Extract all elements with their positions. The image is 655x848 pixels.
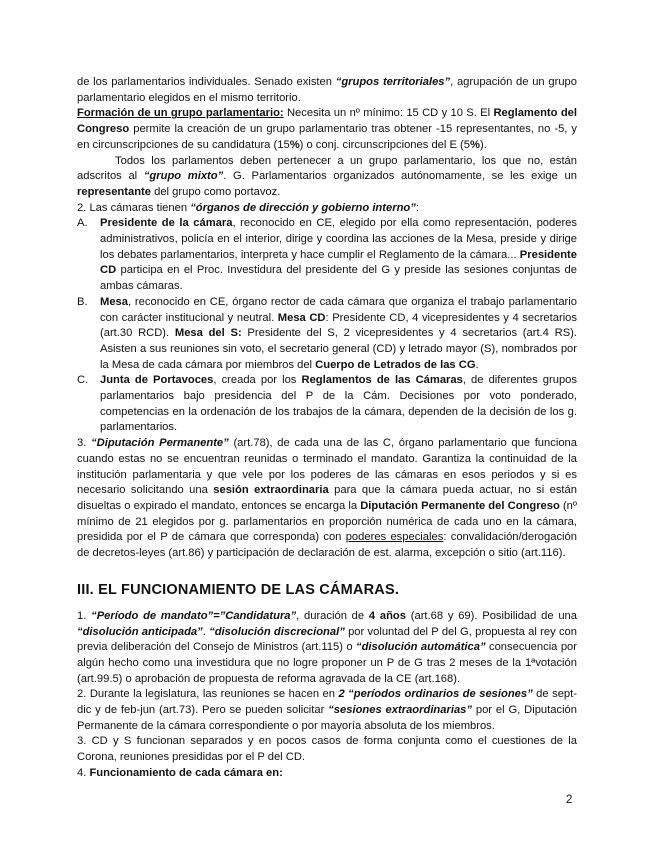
term-cuerpo-letrados: Cuerpo de Letrados de las CG bbox=[315, 358, 476, 371]
term-disolucion-automatica: “disolución automática” bbox=[355, 641, 486, 654]
paragraph-funcionamiento-conjunto: 3. CD y S funcionan separados y en pocos casos de forma conjunta como el cuestiones de la Corona, reuniones presididas por el P del CD. bbox=[77, 735, 577, 764]
list-marker: B. bbox=[77, 295, 88, 308]
term-diputacion-congreso: Diputación Permanente del Congreso bbox=[360, 499, 560, 512]
term-reglamento-congreso: Reglamento del Congreso bbox=[77, 107, 577, 136]
term-representante: representante bbox=[77, 185, 151, 198]
term-presidente-cd: Presidente CD bbox=[100, 248, 577, 277]
term-mesa-cd: Mesa CD bbox=[277, 311, 326, 324]
list-item-presidente: A. Presidente de la cámara, reconocido en CE, elegido por ella como representación, poderes administrativos, policía en el interior, dirige y coordina las acciones de la Mesa, preside y dirige los debates parlamentarios, interpreta y hace cumplir el Reglamento de la cámara... Presidente CD participa en el Proc. Investidura del presidente del G y preside las sesiones conjuntas de ambas cámaras. bbox=[77, 217, 577, 293]
term-diputacion-permanente: “Diputación Permanente” bbox=[91, 437, 229, 450]
term-junta-portavoces: Junta de Portavoces bbox=[100, 374, 214, 387]
term-periodo-mandato: “Período de mandato”=”Candidatura” bbox=[91, 609, 297, 622]
term-sesiones-extraordinarias: “sesiones extraordinarias” bbox=[328, 704, 472, 717]
paragraph-formacion-grupo: Formación de un grupo parlamentario: Necesita un nº mínimo: 15 CD y 10 S. El Reglamento del Congreso permite la creación de un grupo parlamentario tras obtener -15 representantes, no -5, y en circunscripciones de su candidatura (15%) o conj. circunscripciones del E (5%). bbox=[77, 107, 577, 151]
term-presidente-camara: Presidente de la cámara bbox=[100, 217, 233, 230]
paragraph-diputacion-permanente: 3. “Diputación Permanente” (art.78), de cada una de las C, órgano parlamentario que funciona cuando estas no se encuentran reunidas o terminado el mandato. Garantiza la continuidad de la institución parlamentaria y que vele por los poderes de las cámaras en esos periodos y si es necesario solicitando una sesión extraordinaria para que la cámara pueda actuar, no si están disueltas o expirado el mandato, entonces se encarga la Diputación Permanente del Congreso (nº mínimo de 21 elegidos por g. parlamentarios en proporción numérica de cada uno en la cámara, presidida por el P de cámara que corresponda) con poderes especiales: convalidación/derogación de decretos-leyes (art.86) y participación de declaración de est. alarma, excepción o sitio (art.116). bbox=[77, 437, 577, 560]
document-body bbox=[77, 75, 577, 782]
term-poderes-especiales: poderes especiales bbox=[345, 531, 444, 544]
term-funcionamiento-camara: Funcionamiento de cada cámara en: bbox=[89, 766, 283, 779]
term-mesa: Mesa bbox=[100, 295, 128, 308]
term-disolucion-discrecional: “disolución discrecional” bbox=[209, 625, 345, 638]
term-reglamentos-camaras: Reglamentos de las Cámaras bbox=[301, 374, 463, 387]
term-formacion-grupo: Formación de un grupo parlamentario: bbox=[77, 107, 284, 120]
paragraph-periodos-sesiones: 2. Durante la legislatura, las reuniones se hacen en 2 “períodos ordinarios de sesiones” de sept-dic y de feb-jun (art.73). Pero se pueden solicitar “sesiones extraordinarias” por el G, Diputación Permanente de la cámara correspondiente o por mayoría absoluta de los miembros. bbox=[77, 688, 577, 732]
paragraph-organos-direccion: 2. Las cámaras tienen “órganos de dirección y gobierno interno”: bbox=[77, 201, 419, 214]
list-item-mesa: B. Mesa, reconocido en CE, órgano rector de cada cámara que organiza el trabajo parlamentario con carácter institucional y neutral. Mesa CD: Presidente CD, 4 vicepresidentes y 4 secretarios (art.30 RCD). Mesa del S: Presidente del S, 2 vicepresidentes y 4 secretarios (art.4 RS). Asisten a sus reuniones sin voto, el secretario general (CD) y letrado mayor (S), nombrados por la Mesa de cada cámara por miembros del Cuerpo de Letrados de las CG. bbox=[77, 295, 577, 371]
section-heading: III. EL FUNCIONAMIENTO DE LAS CÁMARAS. bbox=[77, 581, 400, 598]
paragraph-periodo-mandato: 1. “Período de mandato”=”Candidatura”, duración de 4 años (art.68 y 69). Posibilidad de una “disolución anticipada”. “disolución discrecional” por voluntad del P del G, propuesta al rey con previa deliberación del Consejo de Ministros (art.115) o “disolución automática” consecuencia por algún hecho como una investidura que no logre proponer un P de G tras 2 meses de la 1ªvotación (art.99.5) o aprobación de propuesta de reforma agravada de la CE (art.168). bbox=[77, 609, 577, 685]
term-sesion-extraordinaria: sesión extraordinaria bbox=[213, 484, 329, 497]
paragraph-grupos-territoriales: de los parlamentarios individuales. Senado existen “grupos territoriales”, agrupación de un grupo parlamentario elegidos en el mismo territorio. bbox=[77, 76, 577, 104]
list-marker: A. bbox=[77, 217, 88, 230]
term-4-anos: 4 años bbox=[368, 609, 406, 622]
term-grupos-territoriales: “grupos territoriales” bbox=[335, 76, 451, 88]
list-item-junta-portavoces: C. Junta de Portavoces, creada por los Reglamentos de las Cámaras, de diferentes grupos parlamentarios bajo presidencia del P de la Cám. Decisiones por voto ponderado, competencias en la ordenación de los trabajos de la cámara, dependen de la decisión de los g. parlamentarios. bbox=[77, 374, 577, 434]
term-organos-direccion: “órganos de dirección y gobierno interno” bbox=[190, 201, 416, 214]
paragraph-grupo-mixto: Todos los parlamentos deben pertenecer a un grupo parlamentario, los que no, están adscritos al “grupo mixto”. G. Parlamentarios organizados autónomamente, se les exige un representante del grupo como portavoz. bbox=[77, 154, 577, 198]
term-disolucion-anticipada: “disolución anticipada” bbox=[77, 625, 203, 638]
list-marker: C. bbox=[77, 374, 89, 387]
term-periodos-ordinarios: 2 “períodos ordinarios de sesiones” bbox=[338, 688, 533, 701]
term-mesa-senado: Mesa del S: bbox=[174, 327, 242, 340]
paragraph-funcionamiento-camara: 4. Funcionamiento de cada cámara en: bbox=[77, 766, 283, 779]
term-grupo-mixto: “grupo mixto” bbox=[143, 170, 224, 183]
page-number: 2 bbox=[566, 794, 573, 806]
